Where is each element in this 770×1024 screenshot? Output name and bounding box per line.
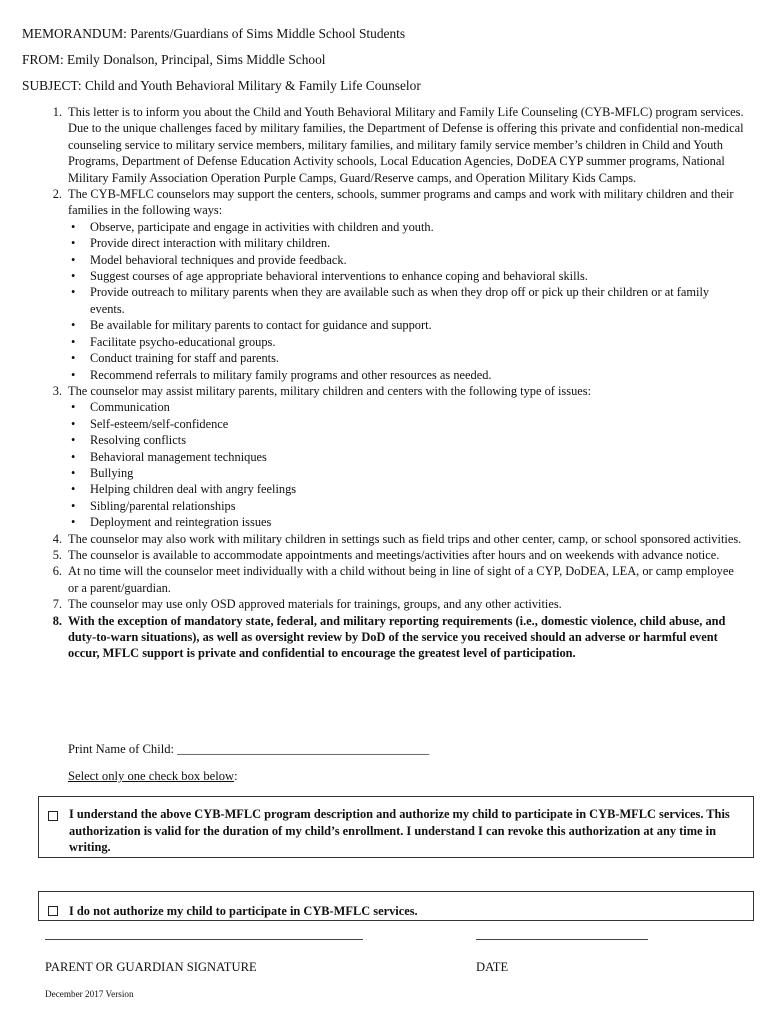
memo-to-line: MEMORANDUM: Parents/Guardians of Sims Middle School Students bbox=[22, 26, 406, 41]
item-text: With the exception of mandatory state, federal, and military reporting requirements (i.e., domestic violence, child abuse, and duty-to-warn situations), as well as oversight review by DoD of the service you received should an adverse or harmful event occur, MFLC support is private and confidential to encourage the greatest level of participation. bbox=[68, 613, 726, 661]
list-item bbox=[22, 186, 746, 383]
bullet-item: • Suggest courses of age appropriate behavioral interventions to enhance coping and behavioral skills. bbox=[68, 268, 746, 284]
list-item bbox=[22, 596, 746, 612]
item-number: 8. bbox=[52, 613, 62, 628]
decline-checkbox[interactable] bbox=[48, 906, 58, 916]
date-line[interactable] bbox=[476, 939, 648, 940]
bullet-item: • Recommend referrals to military family programs and other resources as needed. bbox=[68, 367, 746, 383]
item-number: 2. bbox=[52, 187, 62, 202]
decline-statement: I do not authorize my child to participate in CYB-MFLC services. bbox=[69, 904, 418, 918]
list-item bbox=[22, 383, 746, 531]
list-item bbox=[22, 613, 746, 662]
print-child-name-field[interactable]: Print Name of Child: ________________________________________ bbox=[68, 742, 430, 756]
bullet-item: • Observe, participate and engage in activities with children and youth. bbox=[68, 219, 746, 235]
authorize-option-box bbox=[38, 796, 754, 858]
bullet-item: • Conduct training for staff and parents. bbox=[68, 350, 746, 366]
bullet-item: • Resolving conflicts bbox=[68, 432, 746, 448]
item-number: 7. bbox=[52, 597, 62, 612]
bullet-item: • Facilitate psycho-educational groups. bbox=[68, 334, 746, 350]
bullet-item: • Provide outreach to military parents when they are available such as when they drop off or pick up their children or at family events. bbox=[68, 284, 746, 317]
item-text: The counselor may also work with military children in settings such as field trips and other center, camp, or school sponsored activities. bbox=[68, 531, 742, 546]
select-note-colon: : bbox=[234, 769, 238, 783]
select-one-instruction bbox=[68, 768, 238, 784]
item-text: The CYB-MFLC counselors may support the centers, schools, summer programs and camps and work with military children and their families in the following ways: bbox=[68, 187, 734, 218]
item-number: 4. bbox=[52, 531, 62, 546]
item-text: This letter is to inform you about the Child and Youth Behavioral Military and Family Life Counseling (CYB-MFLC) program services. Due to the unique challenges faced by military families, the Department of Defense is offering this private and confidential non-medical counseling service to military service members, military families, and military family service member’s children in Child and Youth Programs, Department of Defense Education Activity schools, Local Education Agencies, DoDEA CYP summer programs, National Military Family Association Operation Purple Camps, Guard/Reserve camps, and Operation Military Kids Camps. bbox=[68, 105, 744, 185]
bullet-item: • Sibling/parental relationships bbox=[68, 498, 746, 514]
list-item bbox=[22, 104, 746, 186]
list-item bbox=[22, 531, 746, 547]
bullet-list bbox=[68, 399, 746, 530]
bullet-item: • Be available for military parents to contact for guidance and support. bbox=[68, 317, 746, 333]
select-note-text: Select only one check box below bbox=[68, 769, 235, 783]
bullet-list bbox=[68, 219, 746, 383]
list-item bbox=[22, 563, 746, 596]
bullet-item: • Bullying bbox=[68, 465, 746, 481]
item-number: 1. bbox=[52, 105, 62, 119]
item-text: At no time will the counselor meet individually with a child without being in line of sight of a CYP, DoDEA, LEA, or camp employee or a parent/guardian. bbox=[68, 564, 734, 595]
authorize-statement: I understand the above CYB-MFLC program description and authorize my child to participate in CYB-MFLC services. This authorization is valid for the duration of my child’s enrollment. I understand I can revoke this authorization at any time in writing. bbox=[69, 807, 730, 855]
item-text: The counselor is available to accommodate appointments and meetings/activities after hours and on weekends with advance notice. bbox=[68, 547, 720, 562]
date-label: DATE bbox=[476, 960, 509, 974]
item-number: 5. bbox=[52, 547, 62, 562]
bullet-item: • Self-esteem/self-confidence bbox=[68, 416, 746, 432]
bullet-item: • Behavioral management techniques bbox=[68, 449, 746, 465]
parent-signature-label: PARENT OR GUARDIAN SIGNATURE bbox=[45, 960, 257, 974]
list-item bbox=[22, 547, 746, 563]
bullet-item: • Provide direct interaction with military children. bbox=[68, 235, 746, 251]
bullet-item: • Helping children deal with angry feelings bbox=[68, 481, 746, 497]
bullet-item: • Model behavioral techniques and provide feedback. bbox=[68, 252, 746, 268]
numbered-items-list bbox=[22, 104, 746, 662]
decline-option-box bbox=[38, 891, 754, 921]
authorize-checkbox[interactable] bbox=[48, 811, 58, 821]
bullet-item: • Deployment and reintegration issues bbox=[68, 514, 746, 530]
memo-subject-line: SUBJECT: Child and Youth Behavioral Military & Family Life Counselor bbox=[22, 78, 421, 93]
item-text: The counselor may assist military parents, military children and centers with the following type of issues: bbox=[68, 383, 592, 398]
parent-signature-line[interactable] bbox=[45, 939, 363, 940]
item-number: 6. bbox=[52, 564, 62, 579]
item-text: The counselor may use only OSD approved materials for trainings, groups, and any other activities. bbox=[68, 597, 562, 612]
bullet-item: • Communication bbox=[68, 399, 746, 415]
item-number: 3. bbox=[52, 383, 62, 398]
version-footer: December 2017 Version bbox=[45, 989, 134, 999]
memo-from-line: FROM: Emily Donalson, Principal, Sims Middle School bbox=[22, 52, 326, 67]
